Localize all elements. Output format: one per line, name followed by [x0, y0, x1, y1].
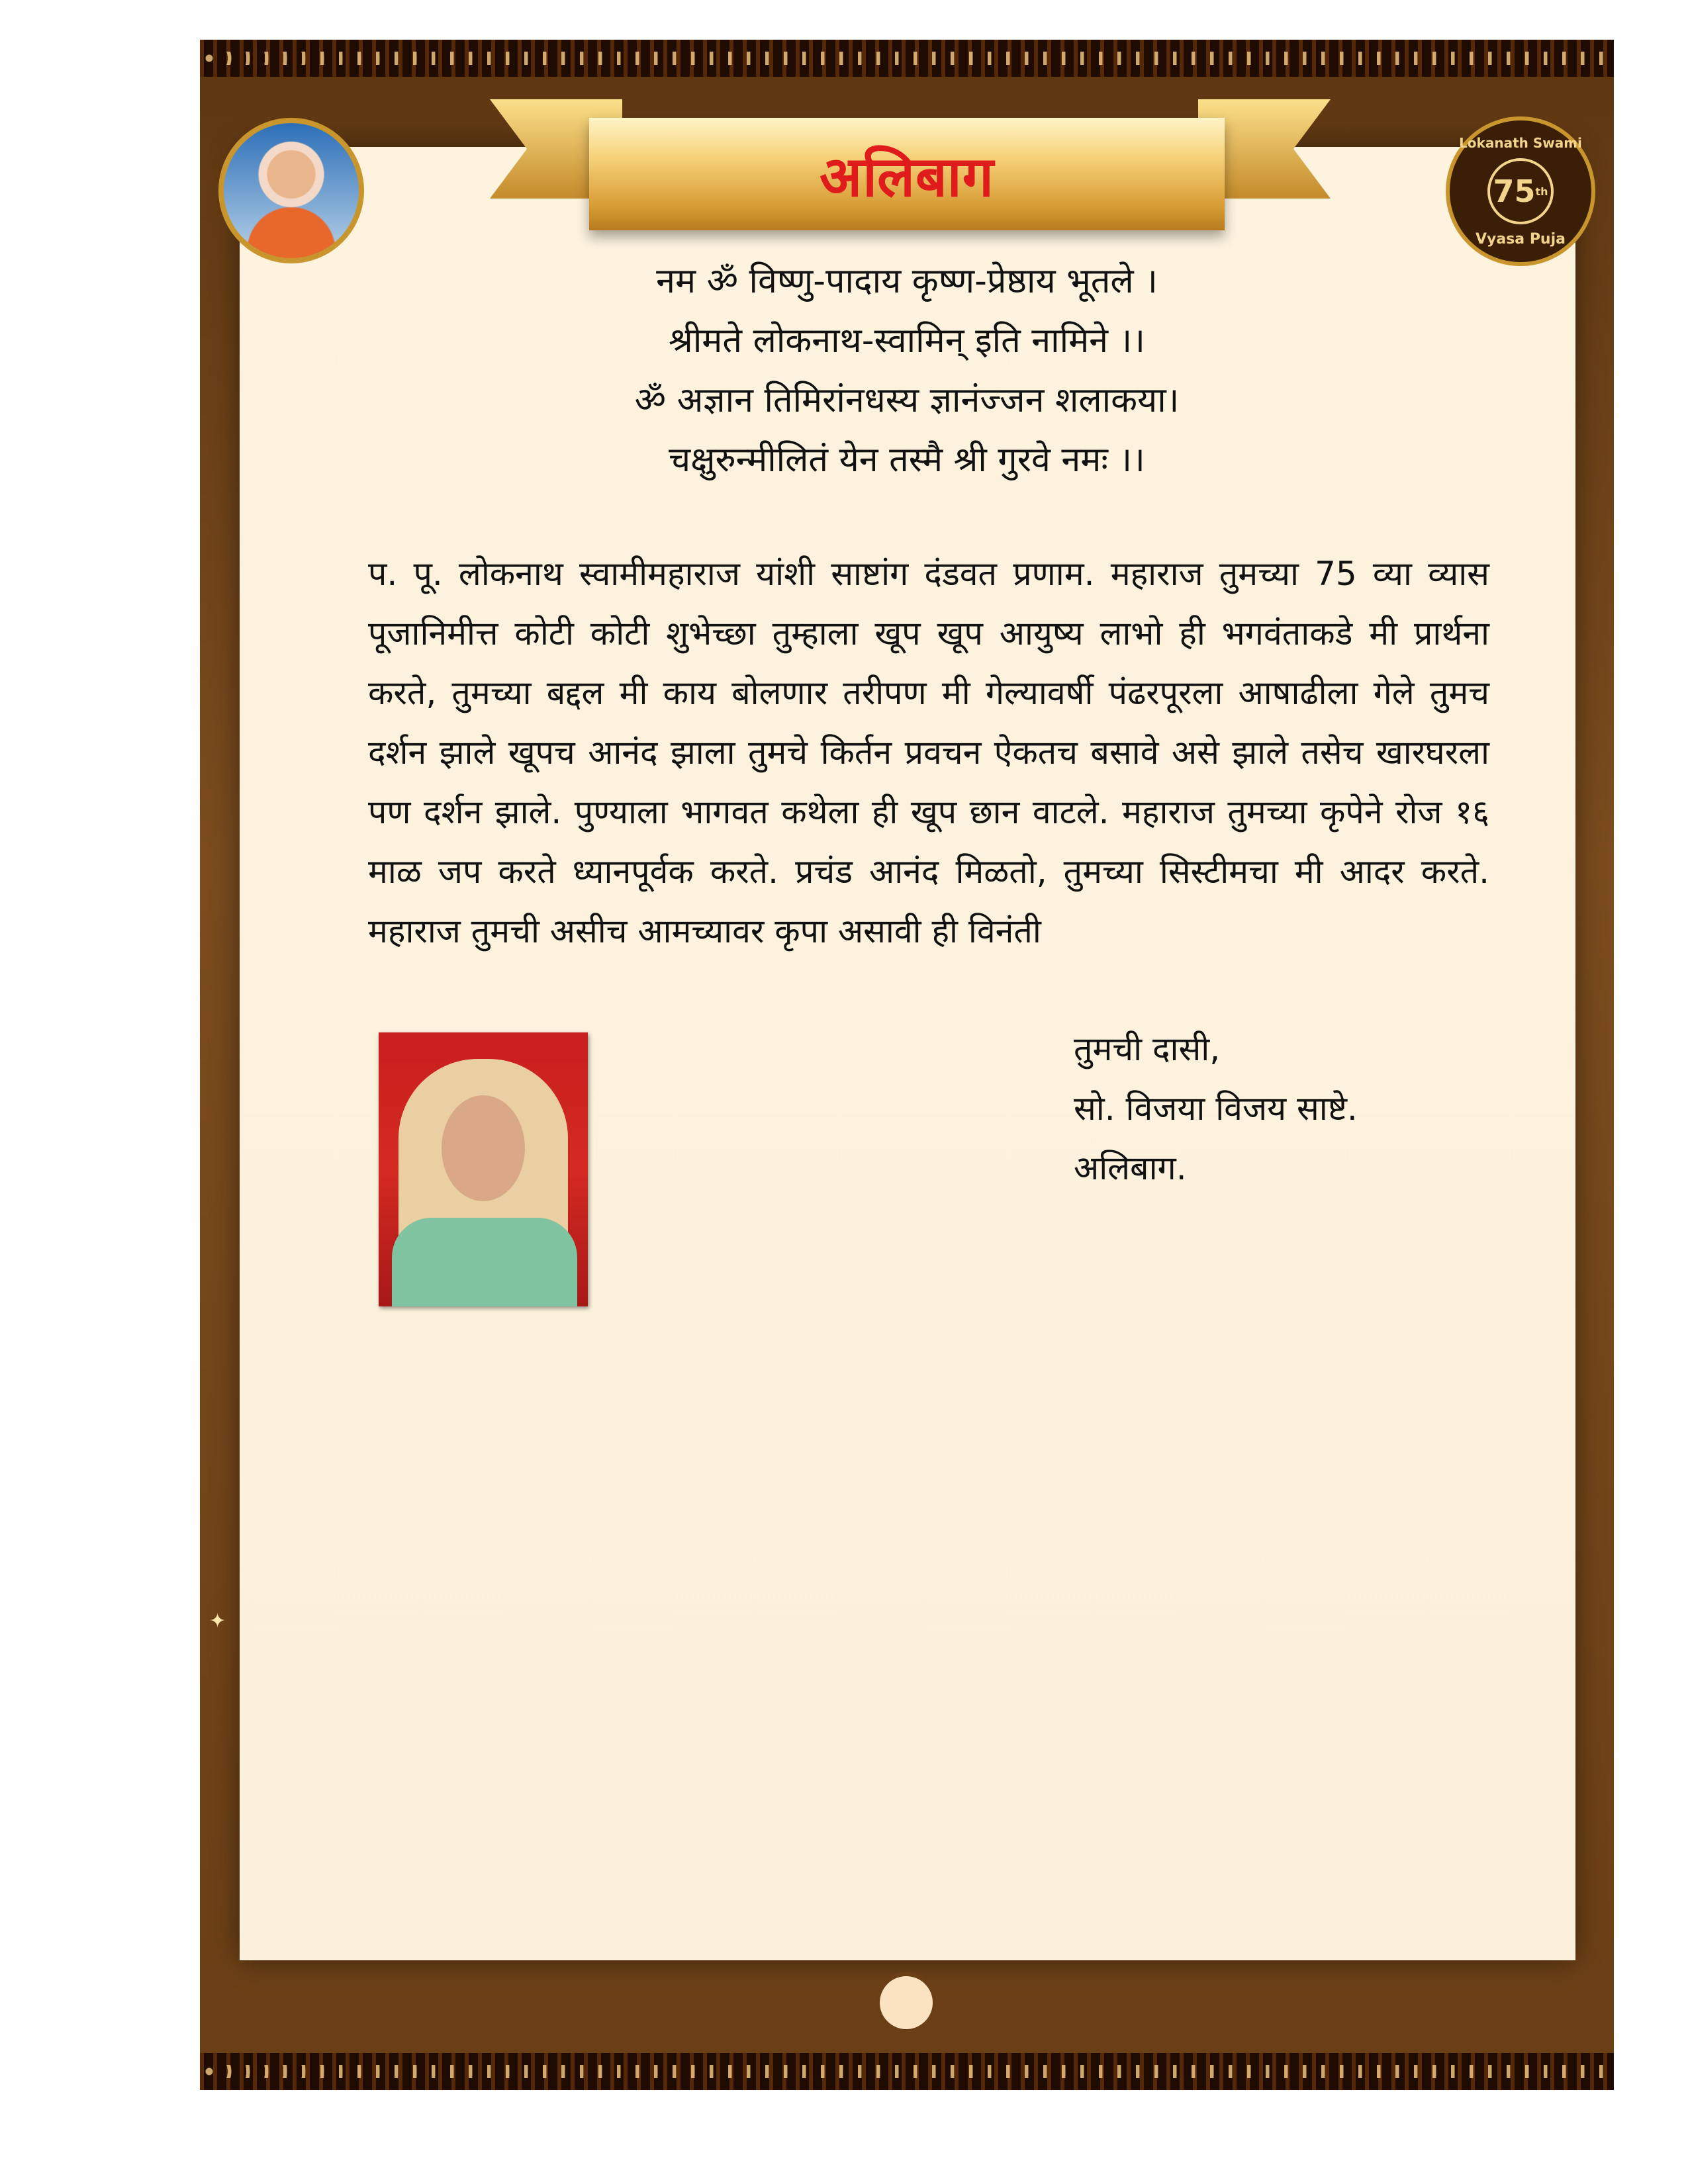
letter-paragraph: प. पू. लोकनाथ स्वामीमहाराज यांशी साष्टांग दंडवत प्रणाम. महाराज तुमच्या 75 व्या व्यास पूजानिमीत्त कोटी कोटी शुभेच्छा तुम्हाला खूप खूप आयुष्य लाभो ही भगवंताकडे मी प्रार्थना करते, तुमच्या बद्दल मी काय बोलणार तरीपण मी गेल्यावर्षी पंढरपूरला आषाढीला गेले तुमच दर्शन झाले खूपच आनंद झाला तुमचे किर्तन प्रवचन ऐकतच बसावे असे झाले तसेच खारघरला पण दर्शन झाले. पुण्याला भागवत कथेला ही खूप छान वाटले. महाराज तुमच्या कृपेने रोज १६ माळ जप करते ध्यानपूर्वक करते. प्रचंड आनंद मिळतो, तुमच्या सिस्टीमचा मी आदर करते. महाराज तुमची असीच आमच्यावर कृपा असावी ही विनंती: [368, 555, 1489, 950]
page-dot-ornament: [876, 1972, 937, 2033]
badge-top-text: Lokanath Swami: [1459, 135, 1582, 151]
page-title: अलिबाग: [820, 144, 994, 209]
mantra-line: ॐ अज्ञान तिमिरांनधस्य ज्ञानंज्जन शलाकया।: [634, 381, 1180, 420]
signature-name: सो. विजया विजय साष्टे.: [1074, 1089, 1358, 1128]
mantra-line: नम ॐ विष्णु-पादाय कृष्ण-प्रेष्ठाय भूतले ।: [656, 261, 1158, 301]
signature-place: अलिबाग.: [1074, 1149, 1187, 1187]
title-ribbon: [589, 118, 1225, 230]
badge-bottom-text: Vyasa Puja: [1476, 231, 1566, 248]
badge-number: 75 th: [1487, 158, 1554, 224]
sparkle-icon: ✦: [209, 1610, 226, 1633]
decorative-border-bottom: [200, 2053, 1614, 2090]
signature-line: तुमची दासी,: [1074, 1030, 1221, 1068]
signature-block: [1074, 1019, 1358, 1198]
mantra-line: श्रीमते लोकनाथ-स्वामिन् इति नामिने ।।: [669, 321, 1145, 361]
decorative-border-top: [200, 40, 1614, 77]
mantra-line: चक्षुरुन्मीलितं येन तस्मै श्री गुरवे नमः ।।: [669, 440, 1145, 480]
guru-portrait: [218, 118, 364, 263]
devotee-photo: [379, 1032, 588, 1306]
vyasa-puja-badge: [1446, 116, 1595, 266]
letter-body: [368, 544, 1489, 961]
mantra-verse: [463, 251, 1350, 490]
